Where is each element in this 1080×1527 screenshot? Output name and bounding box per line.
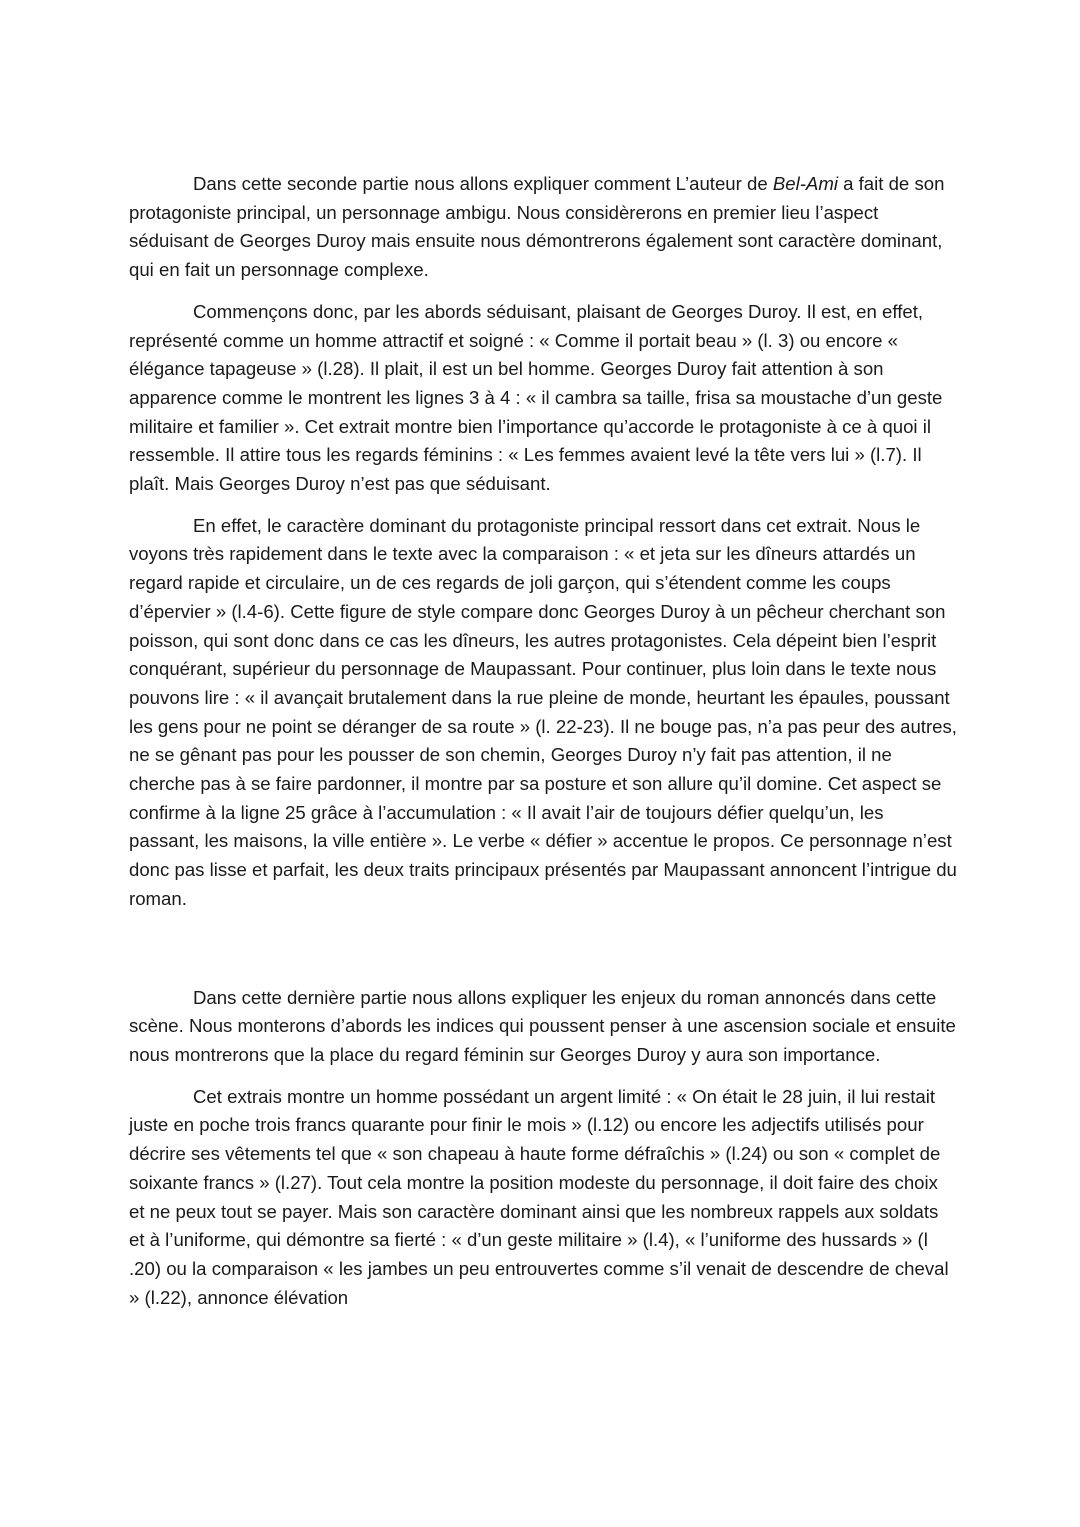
paragraph-intro-part-three: Dans cette dernière partie nous allons expliquer les enjeux du roman annoncés dans cette scène. Nous monterons d’abords les indices qui poussent penser à une ascension sociale et ensuite nous montrerons que la place du regard féminin sur Georges Duroy y aura son importance. xyxy=(129,986,956,1065)
paragraph-text: Dans cette seconde partie nous allons expliquer comment L’auteur de xyxy=(193,173,773,194)
paragraph-text: a fait de son protagoniste principal, un personnage ambigu. Nous considèrerons en premier lieu l’aspect séduisant de Georges Duroy mais ensuite nous démontrerons également sont caractère dominant, qui en fait un personnage complexe. xyxy=(129,173,945,281)
paragraph-seduction: Commençons donc, par les abords séduisant, plaisant de Georges Duroy. Il est, en effet, représenté comme un homme attractif et soigné : « Comme il portait beau » (l. 3) ou encore « élégance tapageuse » (l.28). Il plait, il est un bel homme. Georges Duroy fait attention à son apparence comme le montrent les lignes 3 à 4 : « il cambra sa taille, frisa sa moustache d’un geste militaire et familier ». Cet extrait montre bien l’importance qu’accorde le protagoniste à ce à quoi il ressemble. Il attire tous les regards féminins : « Les femmes avaient levé la tête vers lui » (l.7). Il plaît. Mais Georges Duroy n’est pas que séduisant. xyxy=(129,300,943,495)
paragraph-intro-part-two xyxy=(129,170,957,285)
document-body xyxy=(129,170,957,1312)
paragraph-dominance: En effet, le caractère dominant du protagoniste principal ressort dans cet extrait. Nous le voyons très rapidement dans le texte avec la comparaison : « et jeta sur les dîneurs attardés un regard rapide et circulaire, un de ces regards de joli garçon, qui s’étendent comme les coups d’épervier » (l.4-6). Cette figure de style compare donc Georges Duroy à un pêcheur cherchant son poisson, qui sont donc dans ce cas les dîneurs, les autres protagonistes. Cela dépeint bien l’esprit conquérant, supérieur du personnage de Maupassant. Pour continuer, plus loin dans le texte nous pouvons lire : « il avançait brutalement dans la rue pleine de monde, heurtant les épaules, poussant les gens pour ne point se déranger de sa route » (l. 22-23). Il ne bouge pas, n’a pas peur des autres, ne se gênant pas pour les pousser de son chemin, Georges Duroy n’y fait pas attention, il ne cherche pas à se faire pardonner, il montre par sa posture et son allure qu’il domine. Cet aspect se confirme à la ligne 25 grâce à l’accumulation : « Il avait l’air de toujours défier quelqu’un, les passant, les maisons, la ville entière ». Le verbe « défier » accentue le propos. Ce personnage n’est donc pas lisse et parfait, les deux traits principaux présentés par Maupassant annoncent l’intrigue du roman. xyxy=(129,514,957,909)
novel-title: Bel-Ami xyxy=(772,173,838,194)
paragraph-social-ascension: Cet extrais montre un homme possédant un argent limité : « On était le 28 juin, il lui restait juste en poche trois francs quarante pour finir le mois » (l.12) ou encore les adjectifs utilisés pour décrire ses vêtements tel que « son chapeau à haute forme défraîchis » (l.24) ou son « complet de soixante francs » (l.27). Tout cela montre la position modeste du personnage, il doit faire des choix et ne peux tout se payer. Mais son caractère dominant ainsi que les nombreux rappels aux soldats et à l’uniforme, qui démontre sa fierté : « d’un geste militaire » (l.4), « l’uniforme des hussards » (l .20) ou la comparaison « les jambes un peu entrouvertes comme s’il venait de descendre de cheval » (l.22), annonce élévation xyxy=(129,1085,949,1308)
